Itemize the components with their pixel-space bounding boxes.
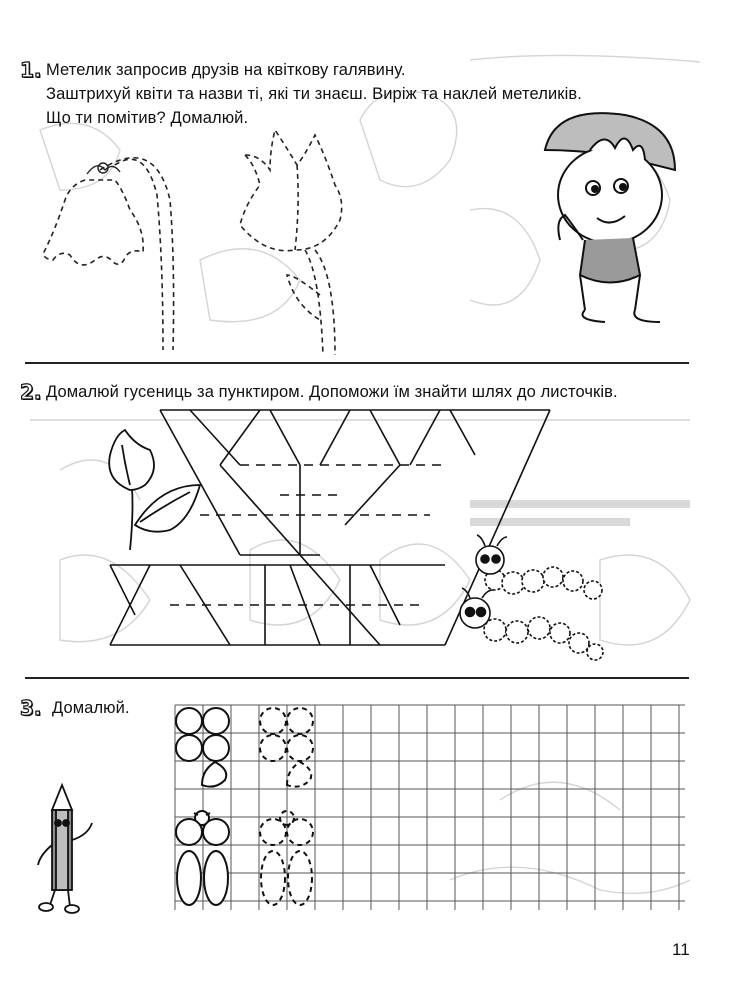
bellflower-drawing[interactable] [25,140,195,360]
tulip-drawing[interactable] [225,125,355,360]
exercise-1-number: 1. [20,58,42,82]
page-number: 11 [672,940,690,959]
exercise-3-number: 3. [20,696,42,720]
exercise-1-line-1: Метелик запросив друзів на квіткову галявину. [46,61,406,79]
exercise-1-line-3: Що ти помітив? Домалюй. [46,109,249,127]
drawing-grid[interactable] [170,700,690,915]
boy-character-illustration [535,110,685,345]
caterpillars-illustration [455,535,615,665]
exercise-2-text: Домалюй гусениць за пунктиром. Допоможи їм знайти шлях до листочків. [46,383,618,401]
exercise-2-number: 2. [20,380,42,404]
section-divider-2 [25,677,689,679]
exercise-1-line-2: Заштрихуй квіти та назви ті, які ти знаєш. Виріж та наклей метеликів. [46,85,582,103]
pencil-character-illustration [30,785,105,915]
exercise-1-text [46,58,406,82]
section-divider-1 [25,362,689,364]
exercise-3-text: Домалюй. [52,699,130,717]
exercise-1-text-2 [46,82,582,130]
